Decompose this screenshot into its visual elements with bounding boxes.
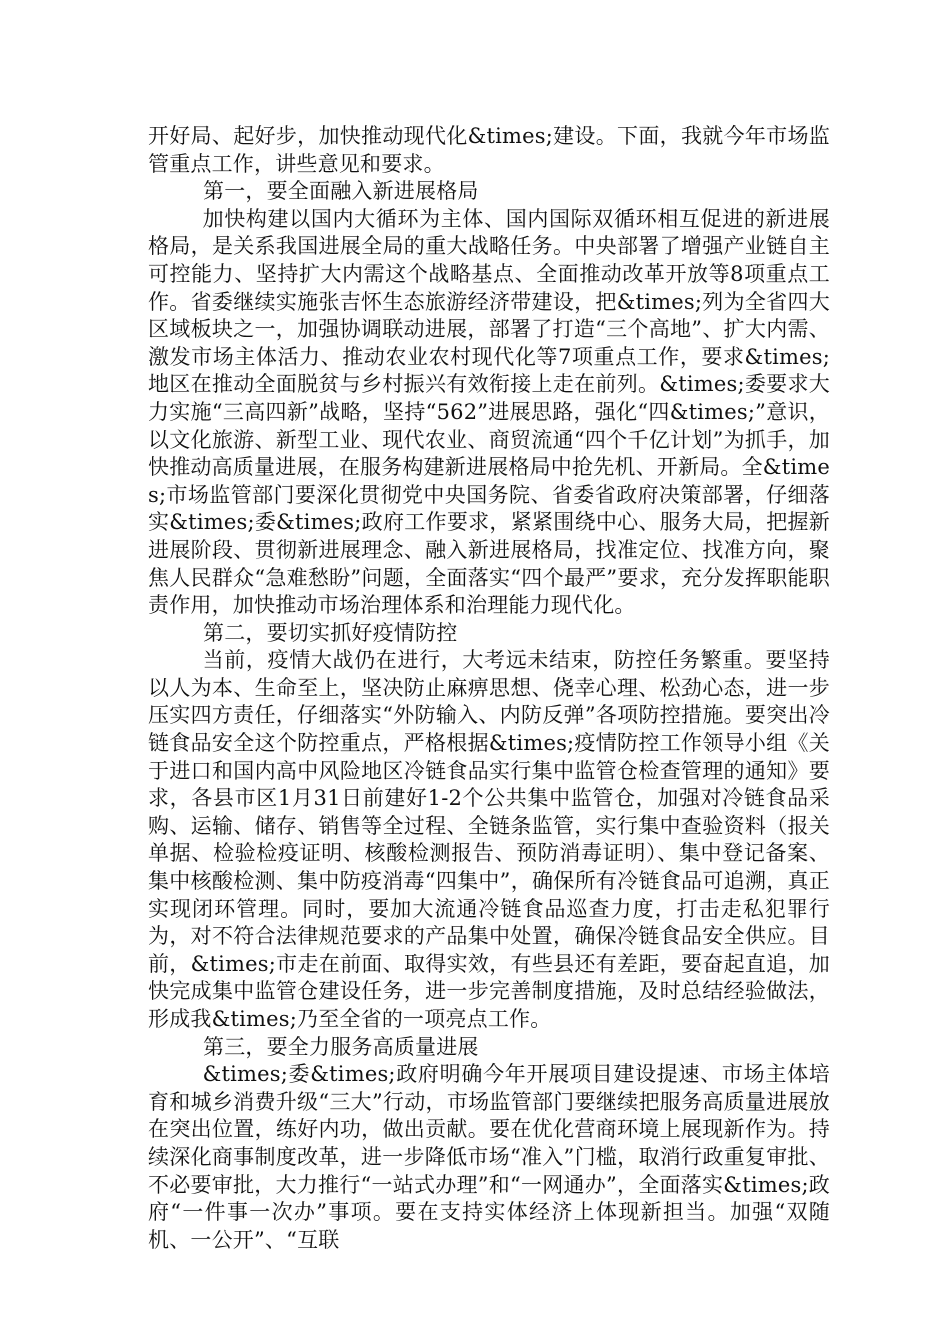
section-2-paragraph: 当前，疫情大战仍在进行，大考远未结束，防控任务繁重。要坚持以人为本、生命至上，坚决防止麻痹思想、侥幸心理、松劲心态，进一步压实四方责任，仔细落实“外防输入、内防反弹”各项防控措施。要突出冷链食品安全这个防控重点，严格根据&times;疫情防控工作领导小组《关于进口和国内高中风险地区冷链食品实行集中监管仓检查管理的通知》要求，各县市区1月31日前建好1-2个公共集中监管仓，加强对冷链食品采购、运输、储存、销售等全过程、全链条监管，实行集中查验资料（报关单据、检验检疫证明、核酸检测报告、预防消毒证明）、集中登记备案、集中核酸检测、集中防疫消毒“四集中”，确保所有冷链食品可追溯，真正实现闭环管理。同时，要加大流通冷链食品巡查力度，打击走私犯罪行为，对不符合法律规范要求的产品集中处置，确保冷链食品安全供应。目前，&times;市走在前面、取得实效，有些县还有差距，要奋起直追，加快完成集中监管仓建设任务，进一步完善制度措施，及时总结经验做法，形成我&times;乃至全省的一项亮点工作。 xyxy=(148,648,830,1031)
intro-paragraph: 开好局、起好步，加快推动现代化&times;建设。下面，我就今年市场监管重点工作，讲些意见和要求。 xyxy=(148,124,830,176)
document-body xyxy=(148,123,830,1254)
section-heading-3: 第三，要全力服务高质量进展 xyxy=(203,1034,479,1059)
section-3-paragraph: &times;委&times;政府明确今年开展项目建设提速、市场主体培育和城乡消费升级“三大”行动，市场监管部门要继续把服务高质量进展放在突出位置，练好内功，做出贡献。要在优化营商环境上展现新作为。持续深化商事制度改革，进一步降低市场“准入”门槛，取消行政重复审批、不必要审批，大力推行“一站式办理”和“一网通办”，全面落实&times;政府“一件事一次办”事项。要在支持实体经济上体现新担当。加强“双随机、一公开”、“互联 xyxy=(148,1062,830,1252)
section-heading-2: 第二，要切实抓好疫情防控 xyxy=(203,620,458,645)
section-1-paragraph: 加快构建以国内大循环为主体、国内国际双循环相互促进的新进展格局，是关系我国进展全局的重大战略任务。中央部署了增强产业链自主可控能力、坚持扩大内需这个战略基点、全面推动改革开放等8项重点工作。省委继续实施张吉怀生态旅游经济带建设，把&times;列为全省四大区域板块之一，加强协调联动进展，部署了打造“三个高地”、扩大内需、激发市场主体活力、推动农业农村现代化等7项重点工作，要求&times;地区在推动全面脱贫与乡村振兴有效衔接上走在前列。&times;委要求大力实施“三高四新”战略，坚持“562”进展思路，强化“四&times;”意识，以文化旅游、新型工业、现代农业、商贸流通“四个千亿计划”为抓手，加快推动高质量进展，在服务构建新进展格局中抢先机、开新局。全&times;市场监管部门要深化贯彻党中央国务院、省委省政府决策部署，仔细落实&times;委&times;政府工作要求，紧紧围绕中心、服务大局，把握新进展阶段、贯彻新进展理念、融入新进展格局，找准定位、找准方向，聚焦人民群众“急难愁盼”问题，全面落实“四个最严”要求，充分发挥职能职责作用，加快推动市场治理体系和治理能力现代化。 xyxy=(148,206,830,618)
section-heading-1: 第一，要全面融入新进展格局 xyxy=(203,179,479,204)
